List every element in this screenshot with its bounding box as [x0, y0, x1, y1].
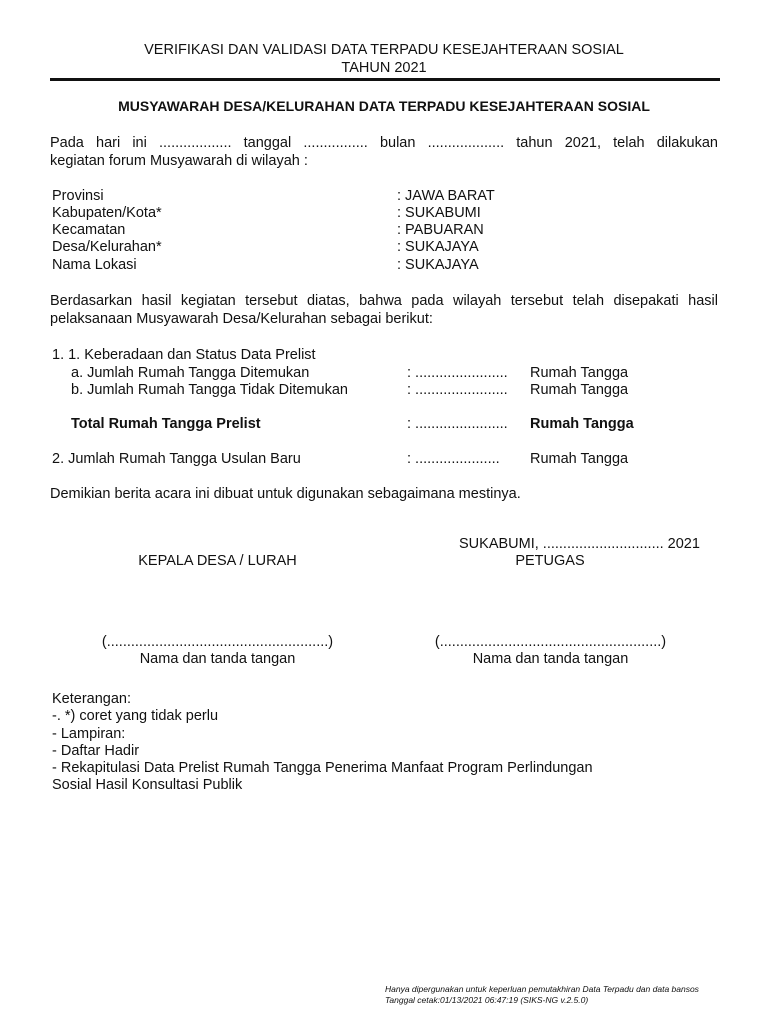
notes-line: Sosial Hasil Konsultasi Publik [52, 777, 243, 793]
location-label: Kabupaten/Kota* [52, 205, 162, 221]
notes-line: - Rekapitulasi Data Prelist Rumah Tangga Penerima Manfaat Program Perlindungan [52, 760, 593, 776]
intro-line-1: Pada hari ini .................. tanggal ................ bulan ................... tahun 2021, telah dilakukan [50, 135, 718, 151]
notes-line: Keterangan: [52, 691, 132, 707]
result-new-unit: Rumah Tangga [530, 451, 629, 467]
header-divider [50, 78, 720, 81]
notes-line: - Daftar Hadir [52, 743, 140, 759]
header-title: VERIFIKASI DAN VALIDASI DATA TERPADU KESEJAHTERAAN SOSIAL [144, 42, 624, 58]
result-found-value: : ....................... [407, 365, 508, 381]
document-subtitle: MUSYAWARAH DESA/KELURAHAN DATA TERPADU KESEJAHTERAAN SOSIAL [118, 98, 650, 114]
village-head-signature-caption: Nama dan tanda tangan [139, 651, 296, 667]
officer-role: PETUGAS [515, 553, 585, 569]
village-head-signature-line: (.......................................................) [101, 634, 334, 650]
notes-line: -. *) coret yang tidak perlu [52, 708, 219, 724]
basis-line-2: pelaksanaan Musyawarah Desa/Kelurahan sebagai berikut: [50, 311, 433, 327]
notes-line: - Lampiran: [52, 726, 126, 742]
village-head-role: KEPALA DESA / LURAH [138, 553, 297, 569]
location-value: : JAWA BARAT [397, 188, 495, 204]
result-total-value: : ....................... [407, 416, 508, 432]
result-not-found-value: : ....................... [407, 382, 508, 398]
result-item-1-title: 1. 1. Keberadaan dan Status Data Prelist [52, 347, 316, 363]
result-new-label: 2. Jumlah Rumah Tangga Usulan Baru [52, 451, 301, 467]
location-value: : PABUARAN [397, 222, 484, 238]
location-value: : SUKABUMI [397, 205, 481, 221]
location-label: Provinsi [52, 188, 104, 204]
officer-signature-caption: Nama dan tanda tangan [472, 651, 629, 667]
location-value: : SUKAJAYA [397, 239, 479, 255]
location-label: Nama Lokasi [52, 257, 137, 273]
officer-signature-line: (.......................................................) [434, 634, 667, 650]
location-label: Desa/Kelurahan* [52, 239, 162, 255]
result-not-found-unit: Rumah Tangga [530, 382, 629, 398]
result-found-label: a. Jumlah Rumah Tangga Ditemukan [71, 365, 310, 381]
result-not-found-label: b. Jumlah Rumah Tangga Tidak Ditemukan [71, 382, 348, 398]
result-total-unit: Rumah Tangga [530, 416, 634, 432]
location-label: Kecamatan [52, 222, 126, 238]
result-found-unit: Rumah Tangga [530, 365, 629, 381]
header-year: TAHUN 2021 [341, 60, 427, 76]
location-value: : SUKAJAYA [397, 257, 479, 273]
closing-statement: Demikian berita acara ini dibuat untuk digunakan sebagaimana mestinya. [50, 486, 521, 502]
result-total-label: Total Rumah Tangga Prelist [71, 416, 261, 432]
result-new-value: : ..................... [407, 451, 500, 467]
place-date: SUKABUMI, .............................. 2021 [459, 536, 700, 552]
basis-line-1: Berdasarkan hasil kegiatan tersebut diatas, bahwa pada wilayah tersebut telah disepakati hasil [50, 293, 718, 309]
footer-disclaimer: Hanya dipergunakan untuk keperluan pemutakhiran Data Terpadu dan data bansos [385, 984, 699, 994]
intro-line-2: kegiatan forum Musyawarah di wilayah : [50, 153, 308, 169]
footer-print-date: Tanggal cetak:01/13/2021 06:47:19 (SIKS-NG v.2.5.0) [385, 995, 589, 1005]
